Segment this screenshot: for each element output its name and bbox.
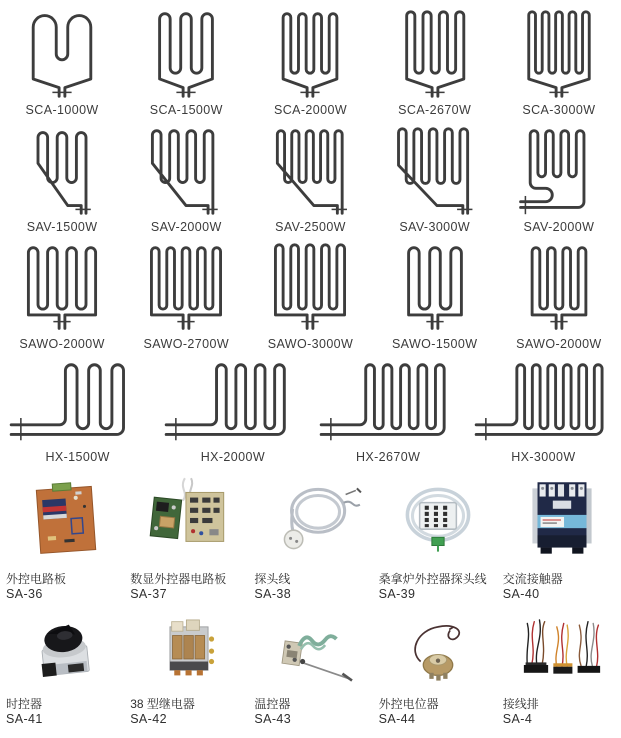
product-row-2: [0, 613, 621, 726]
product-name-label: 接线排: [502, 697, 539, 711]
product-item: [497, 474, 621, 601]
product-name-label: 数显外控器电路板: [130, 572, 227, 586]
thermostat-photo: [262, 613, 364, 691]
heater-item: [497, 6, 621, 117]
heater-model-label: SAWO-3000W: [267, 337, 354, 351]
product-item: [373, 613, 497, 726]
heater-item: [124, 240, 248, 351]
heating-element-drawing: [5, 357, 151, 449]
heater-model-label: SCA-2670W: [398, 103, 472, 117]
relay-38-photo: [138, 613, 240, 691]
heater-item: [0, 6, 124, 117]
heater-item: [0, 357, 155, 464]
heater-model-label: SAWO-2000W: [19, 337, 105, 351]
heater-model-label: SAV-2000W: [523, 220, 595, 234]
product-item: [497, 613, 621, 726]
circuit-board-pair-photo: [138, 474, 240, 566]
product-row-1: [0, 474, 621, 601]
heating-element-drawing: [501, 123, 617, 219]
heating-element-drawing: [315, 357, 461, 449]
heating-element-drawing: [470, 357, 616, 449]
product-item: [373, 474, 497, 601]
heater-row-sawo: [0, 240, 621, 351]
time-controller-photo: [14, 613, 116, 691]
product-item: [124, 613, 248, 726]
heater-model-label: SCA-1500W: [149, 103, 223, 117]
product-photo-frame: [254, 613, 372, 691]
product-photo-frame: [503, 474, 621, 566]
product-code-label: SA-36: [6, 587, 43, 601]
heater-item: [248, 240, 372, 351]
circuit-board-orange-photo: [14, 474, 116, 566]
heater-model-label: SAV-2000W: [150, 220, 222, 234]
product-photo-frame: [6, 474, 124, 566]
heater-model-label: HX-2000W: [200, 450, 266, 464]
heater-item: [0, 123, 124, 234]
heating-element-drawing: [128, 6, 244, 102]
heater-item: [497, 123, 621, 234]
heater-model-label: SAWO-2700W: [143, 337, 230, 351]
product-code-label: SA-40: [502, 587, 540, 601]
heating-element-drawing: [377, 6, 493, 102]
heater-item: [373, 6, 497, 117]
heater-item: [497, 240, 621, 351]
probe-cable-photo: [262, 474, 364, 566]
ac-contactor-photo: [511, 474, 613, 566]
heater-model-label: HX-1500W: [45, 450, 110, 464]
heater-row-sca: [0, 6, 621, 117]
heater-row-sav: [0, 123, 621, 234]
heater-item: [0, 240, 124, 351]
heater-item: [466, 357, 621, 464]
product-code-label: SA-38: [254, 587, 292, 601]
heating-element-drawing: [128, 240, 244, 336]
product-name-label: 探头线: [254, 572, 291, 586]
product-name-label: 38 型继电器: [130, 697, 195, 711]
heater-item: [248, 6, 372, 117]
heater-row-hx: [0, 357, 621, 464]
heating-element-drawing: [501, 6, 617, 102]
heating-element-drawing: [252, 123, 368, 219]
heater-model-label: SAV-2500W: [275, 220, 346, 234]
product-code-label: SA-37: [130, 587, 167, 601]
heating-element-drawing: [501, 240, 617, 336]
product-photo-frame: [503, 613, 621, 691]
heating-element-drawing: [252, 240, 368, 336]
heater-item: [248, 123, 372, 234]
product-item: [0, 474, 124, 601]
product-item: [124, 474, 248, 601]
product-code-label: SA-42: [130, 712, 167, 726]
heating-element-drawing: [4, 6, 120, 102]
heater-item: [124, 123, 248, 234]
heating-element-drawing: [128, 123, 244, 219]
product-name-label: 交流接触器: [502, 572, 563, 586]
heater-item: [373, 123, 497, 234]
product-photo-frame: [254, 474, 372, 566]
heater-model-label: SCA-2000W: [273, 103, 348, 117]
heating-element-drawing: [377, 240, 493, 336]
sauna-controller-probe-cable-photo: [387, 474, 489, 566]
product-name-label: 时控器: [6, 697, 43, 711]
product-photo-frame: [379, 613, 497, 691]
product-item: [0, 613, 124, 726]
heater-model-label: SCA-1000W: [25, 103, 99, 117]
product-name-label: 桑拿炉外控器探头线: [378, 572, 487, 586]
heating-element-drawing: [377, 123, 493, 219]
heater-item: [373, 240, 497, 351]
product-name-label: 外控电路板: [6, 572, 67, 586]
potentiometer-photo: [387, 613, 489, 691]
product-code-label: SA-43: [254, 712, 292, 726]
heater-model-label: SAV-1500W: [26, 220, 98, 234]
heating-element-drawing: [160, 357, 306, 449]
heater-model-label: HX-2670W: [355, 450, 421, 464]
heater-item: [311, 357, 466, 464]
product-section: [0, 474, 621, 726]
heater-model-label: SAV-3000W: [399, 220, 471, 234]
product-name-label: 外控电位器: [378, 697, 439, 711]
heating-element-drawing: [252, 6, 368, 102]
product-photo-frame: [130, 474, 248, 566]
product-code-label: SA-39: [378, 587, 416, 601]
heater-model-label: SAWO-2000W: [516, 337, 602, 351]
product-photo-frame: [379, 474, 497, 566]
heater-model-label: SCA-3000W: [522, 103, 596, 117]
heating-element-drawing: [4, 123, 120, 219]
product-item: [248, 613, 372, 726]
product-photo-frame: [6, 613, 124, 691]
heater-item: [124, 6, 248, 117]
product-code-label: SA-4: [502, 712, 533, 726]
heating-element-drawing: [4, 240, 120, 336]
product-code-label: SA-44: [378, 712, 416, 726]
terminal-strip-photo: [511, 613, 613, 691]
product-photo-frame: [130, 613, 248, 691]
product-code-label: SA-41: [6, 712, 43, 726]
heater-model-label: SAWO-1500W: [391, 337, 478, 351]
heater-section: [0, 6, 621, 464]
product-name-label: 温控器: [254, 697, 291, 711]
heater-model-label: HX-3000W: [511, 450, 576, 464]
product-item: [248, 474, 372, 601]
heater-item: [155, 357, 310, 464]
